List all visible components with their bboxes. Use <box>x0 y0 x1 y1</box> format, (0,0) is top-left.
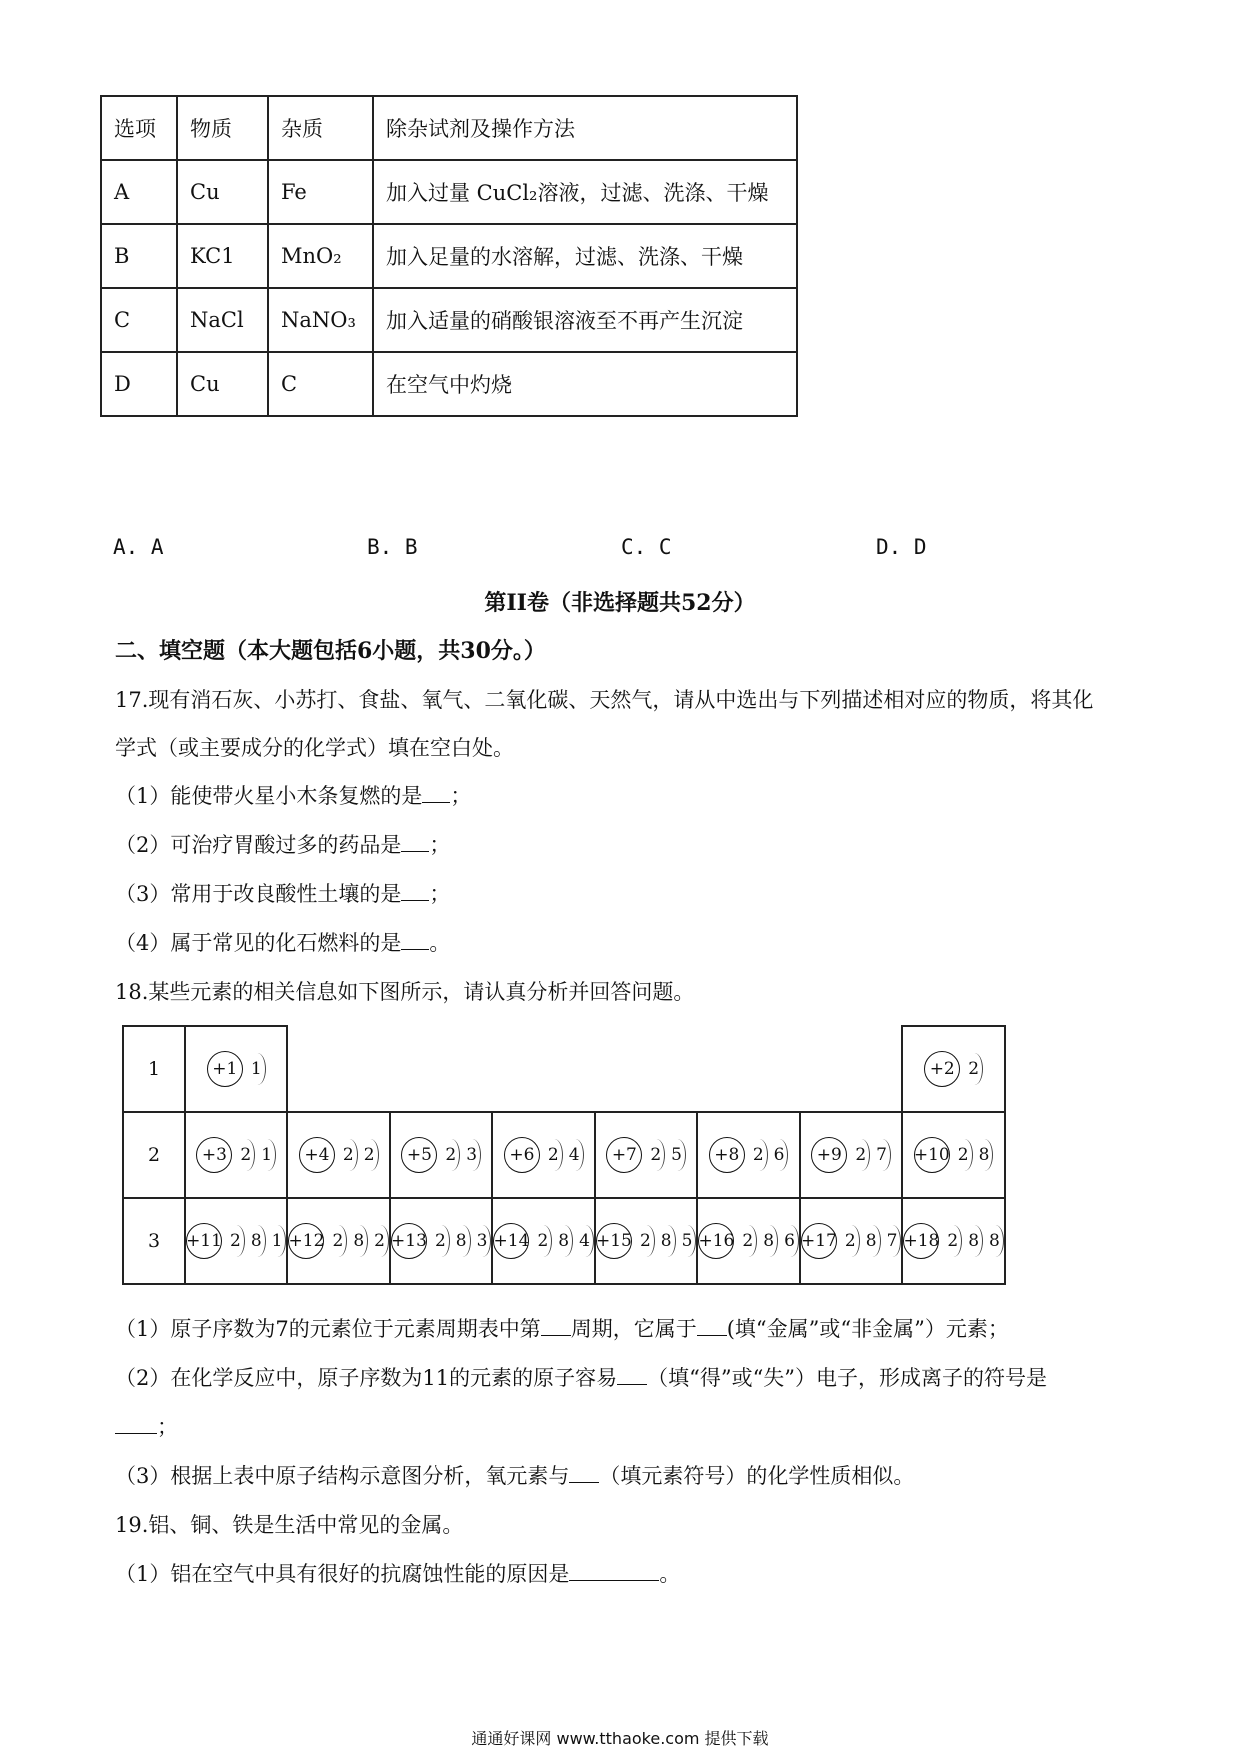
atom-diagram <box>207 1051 266 1087</box>
nucleus: +3 <box>196 1137 232 1173</box>
table-cell: 加入足量的水溶解，过滤、洗涤、干燥 <box>373 224 797 288</box>
electron-shell: 8 <box>977 1139 994 1171</box>
q18-sub2-cont <box>115 1411 178 1441</box>
table-cell: Cu <box>177 352 268 416</box>
electron-shell: 7 <box>885 1225 902 1257</box>
electron-shell: 8 <box>864 1225 881 1257</box>
table-cell: C <box>101 288 177 352</box>
atom-cell <box>390 1112 492 1198</box>
atom-diagram <box>401 1137 481 1173</box>
empty-space <box>287 1026 902 1112</box>
atom-cell <box>287 1198 389 1284</box>
table-cell: 加入适量的硝酸银溶液至不再产生沉淀 <box>373 288 797 352</box>
q17-item-3 <box>115 878 450 908</box>
option-c: C. C <box>621 535 672 559</box>
answer-blank <box>401 931 429 950</box>
impurity-table <box>100 95 798 417</box>
electron-shell: 8 <box>454 1225 471 1257</box>
atom-diagram <box>196 1137 276 1173</box>
atom-diagram <box>811 1137 891 1173</box>
q17-item-1-end: ； <box>450 784 472 808</box>
answer-blank <box>401 882 429 901</box>
nucleus: +13 <box>391 1223 427 1259</box>
nucleus: +17 <box>801 1223 837 1259</box>
q17-item-2-end: ； <box>429 833 451 857</box>
electron-shell: 2 <box>945 1225 962 1257</box>
answer-blank <box>569 1562 659 1581</box>
atom-cell <box>287 1112 389 1198</box>
q17-stem-line1: 17.现有消石灰、小苏打、食盐、氧气、二氧化碳、天然气，请从中选出与下列描述相对应的物质，将其化 <box>115 688 1094 712</box>
q19-stem: 19.铝、铜、铁是生活中常见的金属。 <box>115 1513 464 1537</box>
answer-blank <box>617 1366 647 1385</box>
q18-sub1-text-a: （1）原子序数为7的元素位于元素周期表中第 <box>115 1317 541 1341</box>
q17-item-4-end: 。 <box>429 931 451 955</box>
q17-item-3-end: ； <box>429 882 451 906</box>
electron-shell: 2 <box>956 1139 973 1171</box>
table-cell: 在空气中灼烧 <box>373 352 797 416</box>
atom-diagram <box>186 1223 286 1259</box>
atom-cell <box>902 1112 1004 1198</box>
option-d: D. D <box>876 535 927 559</box>
nucleus: +6 <box>504 1137 540 1173</box>
nucleus: +12 <box>288 1223 324 1259</box>
atom-diagram <box>391 1223 491 1259</box>
q18-sub1 <box>115 1313 1009 1343</box>
atom-cell <box>185 1198 287 1284</box>
atom-diagram <box>924 1051 983 1087</box>
electron-shell: 2 <box>740 1225 757 1257</box>
atom-cell <box>492 1112 594 1198</box>
electron-shell: 8 <box>987 1225 1004 1257</box>
atom-cell <box>390 1198 492 1284</box>
period-number: 2 <box>123 1112 185 1198</box>
electron-shell: 5 <box>680 1225 697 1257</box>
atom-diagram <box>299 1137 379 1173</box>
q19-sub1 <box>115 1558 680 1588</box>
electron-shell: 1 <box>259 1139 276 1171</box>
atom-diagram <box>504 1137 584 1173</box>
q18-sub2-text-b: （填“得”或“失”）电子，形成离子的符号是 <box>647 1366 1048 1390</box>
nucleus: +4 <box>299 1137 335 1173</box>
header-cell: 除杂试剂及操作方法 <box>373 96 797 160</box>
header-cell: 物质 <box>177 96 268 160</box>
atom-cell <box>902 1026 1004 1112</box>
q17-item-2-text: （2）可治疗胃酸过多的药品是 <box>115 833 402 857</box>
q17-item-1-text: （1）能使带火星小木条复燃的是 <box>115 784 423 808</box>
nucleus: +7 <box>606 1137 642 1173</box>
section-title: 第II卷（非选择题共52分） <box>484 590 756 616</box>
atom-cell <box>185 1112 287 1198</box>
atom-cell <box>800 1112 902 1198</box>
table-cell: B <box>101 224 177 288</box>
atom-diagram <box>596 1223 696 1259</box>
table-row <box>101 224 797 288</box>
answer-blank <box>569 1464 599 1483</box>
atom-cell <box>595 1198 697 1284</box>
answer-blank <box>401 833 429 852</box>
electron-shell: 2 <box>238 1139 255 1171</box>
table-cell: A <box>101 160 177 224</box>
electron-shell: 8 <box>556 1225 573 1257</box>
atom-cell <box>492 1198 594 1284</box>
q19-sub1-text-a: （1）铝在空气中具有很好的抗腐蚀性能的原因是 <box>115 1562 570 1586</box>
table-cell: D <box>101 352 177 416</box>
electron-shell: 2 <box>751 1139 768 1171</box>
atom-cell <box>185 1026 287 1112</box>
electron-shell: 2 <box>228 1225 245 1257</box>
period-row-2 <box>123 1112 1005 1198</box>
electron-shell: 4 <box>567 1139 584 1171</box>
electron-shell: 2 <box>535 1225 552 1257</box>
atom-cell <box>800 1198 902 1284</box>
electron-shell: 8 <box>659 1225 676 1257</box>
atom-diagram <box>914 1137 994 1173</box>
table-cell: C <box>268 352 373 416</box>
q18-sub1-text-b: 周期，它属于 <box>570 1317 697 1341</box>
q17-item-4-text: （4）属于常见的化石燃料的是 <box>115 931 402 955</box>
atom-diagram <box>606 1137 686 1173</box>
table-cell: KC1 <box>177 224 268 288</box>
nucleus: +11 <box>186 1223 222 1259</box>
nucleus: +9 <box>811 1137 847 1173</box>
table-cell: NaCl <box>177 288 268 352</box>
electron-shell: 2 <box>546 1139 563 1171</box>
option-b: B. B <box>367 535 418 559</box>
table-cell: 加入过量 CuCl₂溶液，过滤、洗涤、干燥 <box>373 160 797 224</box>
electron-shell: 2 <box>853 1139 870 1171</box>
q18-sub2 <box>115 1362 1047 1392</box>
period-row-3 <box>123 1198 1005 1284</box>
q18-sub2-text-c: ； <box>157 1415 178 1439</box>
electron-shell: 8 <box>249 1225 266 1257</box>
answer-blank <box>115 1415 157 1434</box>
atom-diagram <box>288 1223 388 1259</box>
atom-diagram <box>698 1223 798 1259</box>
atom-diagram <box>801 1223 901 1259</box>
electron-shell: 2 <box>443 1139 460 1171</box>
q18-sub3-text-a: （3）根据上表中原子结构示意图分析，氧元素与 <box>115 1464 570 1488</box>
table-header-row <box>101 96 797 160</box>
electron-shell: 2 <box>843 1225 860 1257</box>
nucleus: +5 <box>401 1137 437 1173</box>
period-number: 3 <box>123 1198 185 1284</box>
part-title: 二、填空题（本大题包括6小题，共30分。） <box>115 638 546 664</box>
table-cell: Fe <box>268 160 373 224</box>
atom-diagram <box>493 1223 593 1259</box>
period-row-1 <box>123 1026 1005 1112</box>
nucleus: +18 <box>903 1223 939 1259</box>
electron-shell: 3 <box>464 1139 481 1171</box>
electron-shell: 2 <box>966 1053 983 1085</box>
q18-sub2-text-a: （2）在化学反应中，原子序数为11的元素的原子容易 <box>115 1366 618 1390</box>
q17-item-4 <box>115 927 450 957</box>
electron-shell: 2 <box>362 1139 379 1171</box>
table-cell: NaNO₃ <box>268 288 373 352</box>
electron-shell: 2 <box>638 1225 655 1257</box>
atom-cell <box>697 1112 799 1198</box>
header-cell: 选项 <box>101 96 177 160</box>
periodic-table-diagram <box>122 1025 1006 1285</box>
nucleus: +1 <box>207 1051 243 1087</box>
table-row <box>101 288 797 352</box>
nucleus: +16 <box>698 1223 734 1259</box>
table-cell: MnO₂ <box>268 224 373 288</box>
electron-shell: 5 <box>669 1139 686 1171</box>
header-cell: 杂质 <box>268 96 373 160</box>
nucleus: +10 <box>914 1137 950 1173</box>
atom-cell <box>697 1198 799 1284</box>
electron-shell: 6 <box>772 1139 789 1171</box>
nucleus: +8 <box>709 1137 745 1173</box>
answer-blank <box>697 1317 727 1336</box>
option-a: A. A <box>113 535 164 559</box>
q18-sub3 <box>115 1460 914 1490</box>
electron-shell: 4 <box>577 1225 594 1257</box>
period-number: 1 <box>123 1026 185 1112</box>
atom-diagram <box>903 1223 1003 1259</box>
electron-shell: 2 <box>648 1139 665 1171</box>
electron-shell: 2 <box>433 1225 450 1257</box>
answer-blank <box>422 784 450 803</box>
q17-stem-line2: 学式（或主要成分的化学式）填在空白处。 <box>115 736 514 760</box>
electron-shell: 8 <box>966 1225 983 1257</box>
electron-shell: 2 <box>341 1139 358 1171</box>
q18-sub3-text-b: （填元素符号）的化学性质相似。 <box>599 1464 915 1488</box>
electron-shell: 1 <box>249 1053 266 1085</box>
electron-shell: 8 <box>351 1225 368 1257</box>
q18-stem: 18.某些元素的相关信息如下图所示，请认真分析并回答问题。 <box>115 980 695 1004</box>
electron-shell: 3 <box>475 1225 492 1257</box>
electron-shell: 2 <box>330 1225 347 1257</box>
nucleus: +15 <box>596 1223 632 1259</box>
table-cell: Cu <box>177 160 268 224</box>
nucleus: +14 <box>493 1223 529 1259</box>
answer-blank <box>541 1317 571 1336</box>
electron-shell: 8 <box>761 1225 778 1257</box>
q17-item-2 <box>115 829 450 859</box>
q19-sub1-text-b: 。 <box>659 1562 681 1586</box>
q17-item-1 <box>115 780 471 810</box>
nucleus: +2 <box>924 1051 960 1087</box>
footer: 通通好课网 www.tthaoke.com 提供下载 <box>471 1729 769 1748</box>
electron-shell: 2 <box>372 1225 389 1257</box>
table-row <box>101 160 797 224</box>
electron-shell: 7 <box>874 1139 891 1171</box>
q18-sub1-text-c: (填“金属”或“非金属”）元素； <box>726 1317 1009 1341</box>
atom-cell <box>595 1112 697 1198</box>
table-row <box>101 352 797 416</box>
q17-item-3-text: （3）常用于改良酸性土壤的是 <box>115 882 402 906</box>
atom-cell <box>902 1198 1004 1284</box>
atom-diagram <box>709 1137 789 1173</box>
electron-shell: 1 <box>270 1225 287 1257</box>
electron-shell: 6 <box>782 1225 799 1257</box>
